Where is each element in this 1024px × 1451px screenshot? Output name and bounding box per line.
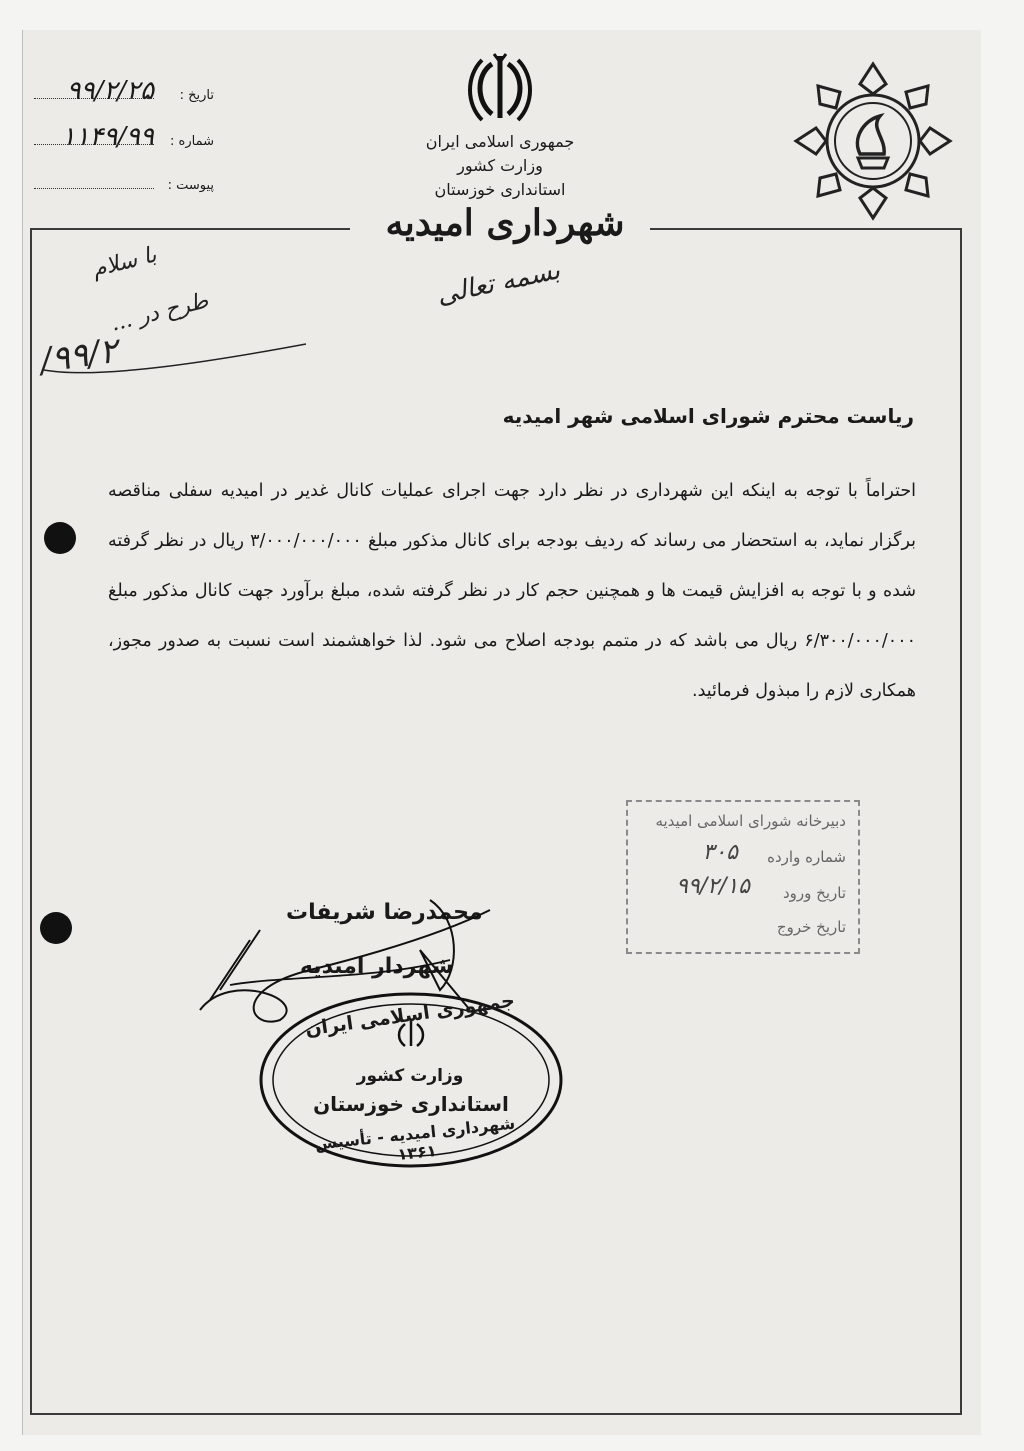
handwritten-note-line1: با سلام bbox=[89, 242, 160, 283]
signer-title: شهردار امیدیه bbox=[300, 954, 454, 979]
number-value: ۱۱۴۹/۹۹ bbox=[61, 122, 154, 152]
attachment-dotted-line bbox=[34, 188, 154, 189]
letter-body: احتراماً با توجه به اینکه این شهرداری در نظر دارد جهت اجرای عملیات کانال غدیر در امیدیه سفلی مناقصه برگزار نماید، به استحضار می رساند که ردیف بودجه برای کانال مذکور مبلغ ۳/۰۰۰/۰۰۰/۰۰۰ ریال در نظر گرفته شده و با توجه به افزایش قیمت ها و همچنین حجم کار در نظر گرفته شده، مبلغ برآورد جهت کانال مذکور مبلغ ۶/۳۰۰/۰۰۰/۰۰۰ ریال می باشد که در متمم بودجه اصلاح می شود. لذا خواهشمند است نسبت به صدور مجوز، همکاری لازم را مبذول فرمائید. bbox=[108, 481, 916, 701]
municipality-title: شهرداری امیدیه bbox=[385, 202, 625, 244]
receipt-number-value: ۳۰۵ bbox=[702, 840, 738, 865]
country-name: جمهوری اسلامی ایران bbox=[425, 132, 575, 151]
invocation-text: بسمه تعالی bbox=[434, 255, 563, 311]
letterhead-center bbox=[360, 52, 640, 202]
seal-governorate-text: استانداری خوزستان bbox=[313, 1092, 509, 1116]
receipt-stamp-title: دبیرخانه شورای اسلامی امیدیه bbox=[655, 812, 846, 830]
receipt-exit-label: تاریخ خروج bbox=[776, 918, 846, 936]
seal-top-text: جمهوری اسلامی ایران bbox=[303, 989, 517, 1041]
punch-hole-top bbox=[44, 522, 76, 554]
attachment-label: پیوست : bbox=[167, 178, 214, 193]
handwritten-note-line2: طرح در ... bbox=[108, 288, 211, 337]
number-field bbox=[34, 122, 214, 164]
receipt-date-value: ۹۹/۲/۱۵ bbox=[676, 874, 750, 899]
frame-top-rule-left bbox=[30, 228, 350, 230]
number-dotted-line bbox=[34, 144, 154, 145]
date-field bbox=[34, 76, 214, 118]
receipt-date-label: تاریخ ورود bbox=[782, 884, 846, 902]
iran-emblem-icon bbox=[468, 52, 532, 126]
receipt-number-label: شماره وارده bbox=[767, 848, 846, 866]
seal-bottom-text: شهرداری امیدیه - تأسیس ۱۳۶۱ bbox=[314, 1113, 516, 1164]
handwritten-underline-icon bbox=[37, 330, 310, 390]
municipality-logo-icon bbox=[790, 58, 956, 224]
signer-name: محمدرضا شریفات bbox=[286, 900, 483, 925]
governorate-name: استانداری خوزستان bbox=[434, 180, 566, 199]
number-label: شماره : bbox=[170, 134, 214, 149]
letter-addressee: ریاست محترم شورای اسلامی شهر امیدیه bbox=[502, 404, 914, 428]
ministry-name: وزارت کشور bbox=[457, 156, 543, 175]
frame-top-rule-right bbox=[650, 228, 960, 230]
date-label: تاریخ : bbox=[179, 88, 214, 103]
handwritten-note-date: ۹۹/۲/ bbox=[37, 330, 121, 382]
date-value: ۹۹/۲/۲۵ bbox=[66, 76, 154, 106]
seal-ministry-text: وزارت کشور bbox=[356, 1066, 464, 1086]
receipt-stamp bbox=[626, 800, 860, 954]
attachment-field bbox=[34, 178, 214, 202]
date-dotted-line bbox=[34, 98, 154, 99]
punch-hole-bottom bbox=[40, 912, 72, 944]
